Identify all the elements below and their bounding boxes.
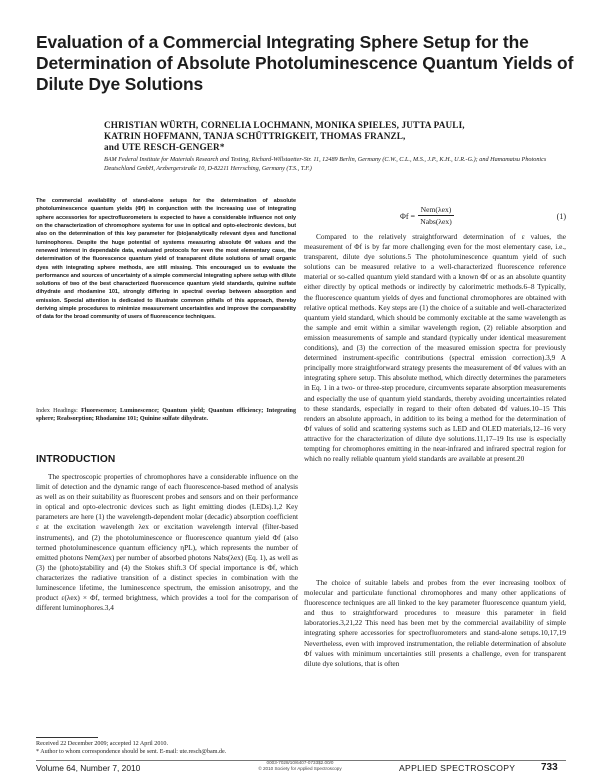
- page-number: 733: [541, 762, 558, 773]
- footer-copyright: © 2010 Society for Applied Spectroscopy: [258, 766, 342, 771]
- footer-journal: APPLIED SPECTROSCOPY: [399, 763, 516, 773]
- footnote-rule: [36, 737, 98, 738]
- section-heading-introduction: INTRODUCTION: [36, 454, 116, 465]
- footer-issn: [240, 760, 360, 772]
- footer-issn-line: 0003-7028/10/6407-0733$2.00/0: [266, 760, 334, 765]
- equation-numerator: Nem(λex): [418, 205, 454, 216]
- index-headings: [36, 407, 296, 424]
- index-headings-terms: Fluorescence; Luminescence; Quantum yield; Quantum efficiency; Integrating sphere; Reabsorption; Rhodamine 101; Quinine sulfate dihydrate.: [36, 408, 296, 423]
- intro-paragraph: The spectroscopic properties of chromophores have a considerable influence on the limit of detection and the dynamic range of each fluorescence-based method of analysis as well as on their suitability as fluorescent probes and sensors and on their performance in optical and opto-electronic devices such as light emitting diodes (LEDs).1,2 Key parameters are here (1) the wavelength-dependent molar (decadic) absorption coefficient ε at the excitation wavelength λex or excitation wavelength interval (filter-based instruments), and (2) the photoluminescence or fluorescence quantum yield Φf (also termed photoluminescence quantum efficiency ηPL), which represents the number of emitted photons Nem(λex) per number of absorbed photons Nabs(λex) (Eq. 1), as well as (3) the (photo)stability and (4) the Stokes shift.3 Of special importance is Φf, which characterizes the radiative transition of a distinct species in combination with the luminescence lifetime, the luminescence spectrum, the emission anisotropy, and the product ε(λex) × Φf, termed brightness, which provides a tool for the comparison of different luminophores.3,4: [36, 472, 298, 613]
- author-line: and UTE RESCH-GENGER*: [104, 142, 225, 152]
- equation-denominator: Nabs(λex): [420, 217, 452, 226]
- affiliation: BAM Federal Institute for Materials Research and Testing, Richard-Willstaetter-Str. 11, 12489 Berlin, Germany (C.W., C.L., M.S., J.P., K.H., U.R.-G.); and Hamamatsu Photonics Deutschland GmbH, Arzbergerstraße 10, D-82211 Herrsching, Germany (T.S., T.F.): [104, 156, 547, 172]
- abstract: The commercial availability of stand-alone setups for the determination of absolute photoluminescence quantum yields (Φf) in conjunction with the increasing use of integrating sphere accessories for spectrofluorometers is expected to have a considerable influence not only on the characterization of chromophore systems for use in optical and opto-electronic devices, but also on the determination of this key parameter for (bio)analytically relevant dyes and functional luminophores. Despite the huge potential of systems measuring absolute Φf values and the renewed interest in dependable data, evaluated protocols for even the most elementary case, the determination of the fluorescence quantum yield of transparent dilute solutions of small organic dyes with integrating sphere methods, are still missing. This encouraged us to evaluate the performance and sources of uncertainty of a simple commercial integrating sphere setup with dilute solutions of two of the best characterized fluorescence quantum yield standards, quinine sulfate dihydrate and rhodamine 101, strongly differing in spectral overlap between absorption and emission. Special attention is dedicated to illustrate common pitfalls of this approach, thereby deriving simple procedures to minimize measurement uncertainties and improve the comparability of data for the broad community of users of fluorescence techniques.: [36, 198, 296, 321]
- equation-1: [400, 205, 566, 229]
- footnote-correspondence: * Author to whom correspondence should be sent. E-mail: ute.resch@bam.de.: [36, 749, 227, 756]
- footnote-received: Received 22 December 2009; accepted 12 April 2010.: [36, 741, 168, 747]
- author-line: CHRISTIAN WÜRTH, CORNELIA LOCHMANN, MONIKA SPIELES, JUTTA PAULI,: [104, 120, 465, 130]
- body-paragraph: Compared to the relatively straightforward determination of ε values, the measurement of Φf is by far more challenging even for the most elementary case, i.e., transparent, dilute dye solutions.5 The photoluminescence quantum yield of such solutions can be measured relative to a well-characterized fluorescence reference material or so-called quantum yield standard with a known Φf or as an absolute quantity either directly by optical methods or indirectly by calorimetric methods.6–8 Typically, the fluorescence quantum yields of dyes and functional chromophores are obtained with relative optical methods. Key steps are (1) the choice of a suitable and well-characterized quantum yield standard, which should be commonly excitable at the same wavelength as the sample and emit within a similar wavelength region, (2) reliable absorption and emission measurements of sample and standard (typically under identical measurement conditions), and (3) the correction of the measured emission spectra for previously determined instrument-specific contributions (spectral emission correction).3,9 A principally more straightforward strategy presents the measurement of Φf values with an integrating sphere setup. This absolute method, which directly determines the parameters in Eq. 1 in a two- or three-step procedure, circumvents separate absorption measurements and especially the use of quantum yield standards, thereby avoiding uncertainties related to these standards, especially in regard to their often debated Φf values.10–15 This renders an absolute approach, in addition to its being a method for the determination of Φf values of solid and scattering systems such as LED and OLED materials,12–16 very attractive for the characterization of dilute dye solutions.11,17–19 Its use is especially tempting for chromophores emitting in the near-infrared and infrared spectral region for which no really reliable quantum yield standards are available at present.20: [304, 232, 566, 464]
- article-title: Evaluation of a Commercial Integrating Sphere Setup for the Determination of Absolute Photoluminescence Quantum Yields of Dilute Dye Solutions: [36, 32, 574, 94]
- author-line: KATRIN HOFFMANN, TANJA SCHÜTTRIGKEIT, THOMAS FRANZL,: [104, 131, 406, 141]
- footnote: [36, 740, 298, 756]
- equation-fraction: [418, 205, 454, 226]
- footer-volume: Volume 64, Number 7, 2010: [36, 763, 141, 773]
- author-list: [104, 120, 564, 153]
- equation-lhs: Φf =: [400, 212, 416, 221]
- body-paragraph: The choice of suitable labels and probes from the ever increasing toolbox of molecular and particulate functional chromophores and many other applications of fluorescence techniques are all linked to the key parameter fluorescence quantum yield, and thus to straightforward procedures to measure this parameter in field laboratories.3,21,22 This need has been met by the commercial availability of simple integrating sphere accessories for spectrofluorometers and stand-alone setups.10,17,19 Nevertheless, even with improved instrumentation, the reliable determination of absolute Φf values with minimum uncertainties still presents a challenge, even for transparent dilute dye solutions, that is often: [304, 578, 566, 668]
- index-headings-label: Index Headings:: [36, 408, 78, 414]
- equation-number: (1): [556, 212, 566, 221]
